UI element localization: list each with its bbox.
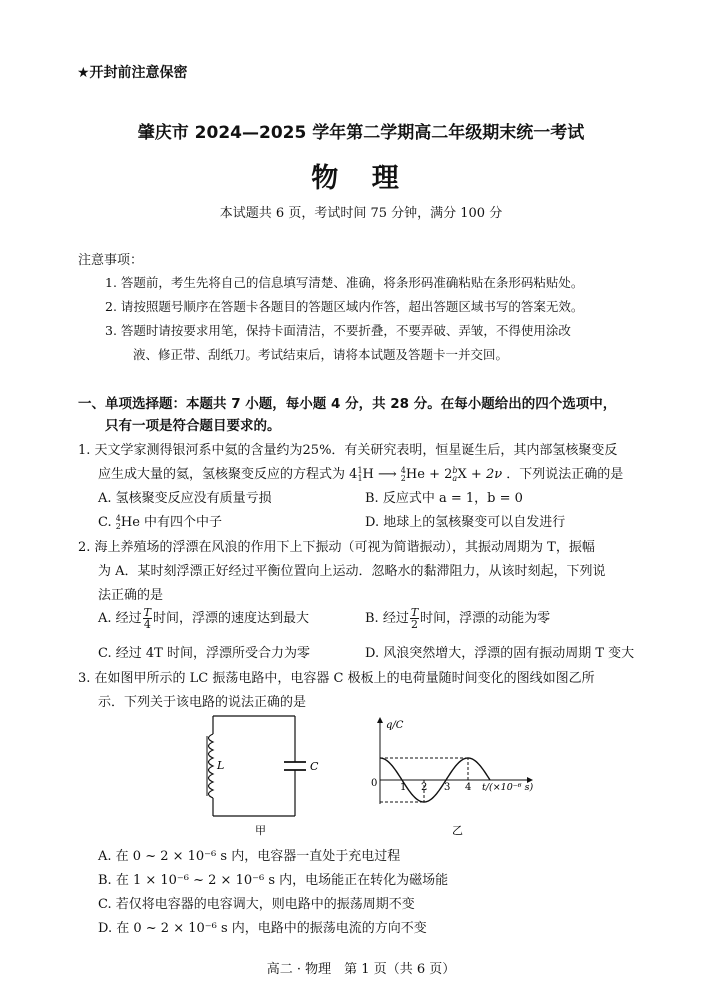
q2-option-a[interactable]: A. 经过 $\frac{T}{4}$ 时间，浮漂的速度达到最大 xyxy=(98,606,310,631)
tick-3: 3 xyxy=(444,782,451,793)
notice-item-1: 1. 答题前，考生先将自己的信息填写清楚、准确，将条形码准确粘贴在条形码粘贴处。 xyxy=(105,275,584,290)
notice-item-3-cont: 液、修正带、刮纸刀。考试结束后，请将本试题及答题卡一并交回。 xyxy=(133,347,509,362)
secret-notice: ★开封前注意保密 xyxy=(77,65,188,81)
notice-item-3: 3. 答题时请按要求用笔，保持卡面清洁，不要折叠，不要弄破、弄皱，不得使用涂改 xyxy=(105,323,571,338)
q2-option-b[interactable]: B. 经过 $\frac{T}{2}$ 时间，浮漂的动能为零 xyxy=(365,606,551,631)
tick-1: 1 xyxy=(400,782,407,793)
q3-option-b[interactable]: B. 在 1 × 10⁻⁶ ~ 2 × 10⁻⁶ s 内，电场能正在转化为磁场能 xyxy=(98,873,449,888)
q3-option-d[interactable]: D. 在 0 ~ 2 × 10⁻⁶ s 内，电路中的振荡电流的方向不变 xyxy=(98,921,427,936)
q3-option-c[interactable]: C. 若仅将电容器的电容调大，则电路中的振荡周期不变 xyxy=(98,897,415,912)
q1-stem-equation-line: 应生成大量的氦，氢核聚变反应的方程式为 4 1 1 H ⟶ 4 2 He + 2 b a X + 2ν ．下列说法正确的是 xyxy=(98,465,624,483)
q3-stem-cont: 示．下列关于该电路的说法正确的是 xyxy=(98,695,307,710)
exam-info: 本试题共 6 页，考试时间 75 分钟，满分 100 分 xyxy=(219,206,503,221)
figure-jia-caption: 甲 xyxy=(255,824,266,837)
notice-item-2: 2. 请按照题号顺序在答题卡各题目的答题区域内作答，超出答题区域书写的答案无效。 xyxy=(105,299,584,314)
q-t-graph-figure xyxy=(362,712,552,840)
q1-option-b[interactable]: B. 反应式中 a = 1，b = 0 xyxy=(365,491,523,506)
q1-option-a[interactable]: A. 氢核聚变反应没有质量亏损 xyxy=(98,491,272,506)
axis-q-label: q/C xyxy=(386,720,404,731)
figure-yi-caption: 乙 xyxy=(452,824,463,837)
inductor-label: L xyxy=(217,759,225,772)
exam-title: 肇庆市 2024—2025 学年第二学期高二年级期末统一考试 xyxy=(137,123,585,143)
lc-circuit-figure xyxy=(195,712,335,840)
q1-option-d[interactable]: D. 地球上的氢核聚变可以自发进行 xyxy=(365,515,566,530)
q3-stem: 3. 在如图甲所示的 LC 振荡电路中，电容器 C 极板上的电荷量随时间变化的图线如图乙所 xyxy=(78,671,595,686)
tick-2: 2 xyxy=(421,782,428,793)
tick-4: 4 xyxy=(465,782,472,793)
tick-0: 0 xyxy=(371,778,378,789)
notice-heading: 注意事项： xyxy=(78,253,144,268)
q2-stem-cont: 为 A．某时刻浮漂正好经过平衡位置向上运动．忽略水的黏滞阻力，从该时刻起，下列说 xyxy=(98,564,606,579)
q2-stem: 2. 海上养殖场的浮漂在风浪的作用下上下振动（可视为简谐振动），其振动周期为 T，振幅 xyxy=(78,540,595,555)
subject-title: 物 理 xyxy=(311,163,411,194)
page-footer: 高二 · 物理 第 1 页（共 6 页） xyxy=(266,962,456,977)
section1-heading-cont: 只有一项是符合题目要求的。 xyxy=(105,418,281,434)
section1-heading: 一、单项选择题：本题共 7 小题，每小题 4 分，共 28 分。在每小题给出的四个选项中， xyxy=(78,396,617,412)
axis-t-label: t/(×10⁻⁶ s) xyxy=(482,782,534,793)
q2-option-d[interactable]: D. 风浪突然增大，浮漂的固有振动周期 T 变大 xyxy=(365,646,635,661)
q1-option-c[interactable]: C. 4 2 He 中有四个中子 xyxy=(98,513,223,531)
q2-stem-cont2: 法正确的是 xyxy=(98,588,164,603)
q2-option-c[interactable]: C. 经过 4T 时间，浮漂所受合力为零 xyxy=(98,646,310,661)
q1-equation: 4 1 1 H ⟶ 4 2 He + 2 b a X + 2ν xyxy=(349,465,503,483)
capacitor-label: C xyxy=(310,760,319,773)
q1-stem: 1. 天文学家测得银河系中氦的含量约为25%．有关研究表明，恒星诞生后，其内部氢核聚变反 xyxy=(78,443,618,458)
q3-option-a[interactable]: A. 在 0 ~ 2 × 10⁻⁶ s 内，电容器一直处于充电过程 xyxy=(98,849,401,864)
